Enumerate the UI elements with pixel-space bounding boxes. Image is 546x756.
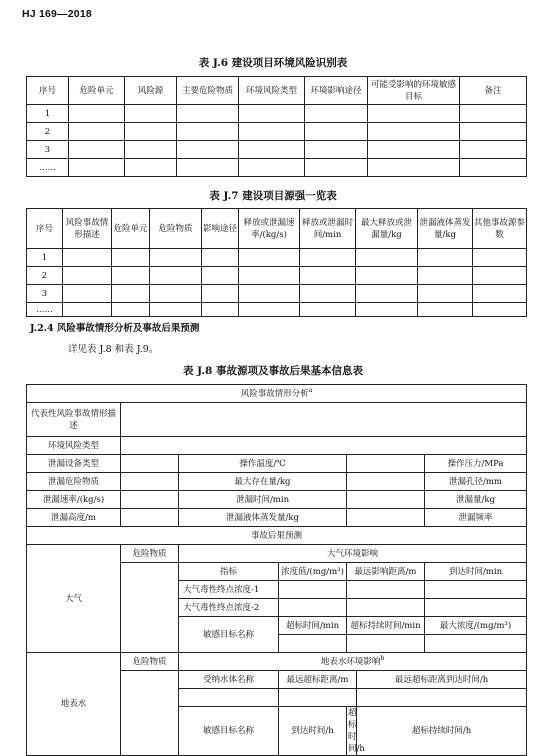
table-j6-caption: 表 J.6 建设项目环境风险识别表 xyxy=(198,57,348,69)
col-label: 受纳水体名称 xyxy=(179,671,279,689)
header-cell: 备注 xyxy=(460,77,527,105)
col-label: 最远超标距离/m xyxy=(279,671,357,689)
col-label: 超标时间/min xyxy=(279,617,347,635)
col-label: 到达时间/min xyxy=(425,563,527,581)
header-cell: 主要危险物质 xyxy=(177,77,239,105)
col-label: 浓度值/(mg/m³) xyxy=(279,563,347,581)
table-j6-header-row xyxy=(27,77,527,105)
row-label: 敏感目标名称 xyxy=(179,617,279,653)
table-row xyxy=(27,159,527,177)
consequence-title: 事故后果预测 xyxy=(27,527,527,545)
row-label: 泄漏液体蒸发量/kg xyxy=(179,509,347,527)
header-cell: 泄漏液体蒸发量/kg xyxy=(418,209,473,249)
header-cell: 可能受影响的环境敏感目标 xyxy=(368,77,460,105)
air-impact-title: 大气环境影响 xyxy=(179,545,527,563)
header-cell: 最大释放或泄漏量/kg xyxy=(356,209,418,249)
table-row xyxy=(27,509,527,527)
row-label: 泄漏设备类型 xyxy=(27,455,121,473)
table-j7 xyxy=(26,208,527,317)
header-cell: 序号 xyxy=(27,209,63,249)
row-label: 操作压力/MPa xyxy=(425,455,527,473)
col-label: 超标持续时间/min xyxy=(347,617,425,635)
row-label: 环境风险类型 xyxy=(27,437,121,455)
header-cell: 风险事故情形描述 xyxy=(63,209,112,249)
air-label: 大气 xyxy=(27,545,121,653)
row-label: 危险物质 xyxy=(121,653,179,671)
row-number: 3 xyxy=(27,285,63,303)
row-label: 泄漏速率/(kg/s) xyxy=(27,491,121,509)
footnote-mark: b xyxy=(380,654,385,662)
row-label: 泄漏时间/min xyxy=(179,491,347,509)
row-label: 泄漏危险物质 xyxy=(27,473,121,491)
header-cell: 危险单元 xyxy=(69,77,125,105)
row-label: 操作温度/℃ xyxy=(179,455,347,473)
table-row xyxy=(27,437,527,455)
row-label: 泄漏孔径/mm xyxy=(425,473,527,491)
table-row xyxy=(27,105,527,123)
col-label: 指标 xyxy=(179,563,279,581)
header-cell: 序号 xyxy=(27,77,69,105)
surface-impact-title: 地表水环境影响 xyxy=(320,656,381,667)
header-cell: 危险单元 xyxy=(112,209,150,249)
section-body: 详见表 J.8 和表 J.9。 xyxy=(68,344,159,355)
row-label: 大气毒性终点浓度-1 xyxy=(179,581,279,599)
row-number: 3 xyxy=(27,141,69,159)
section-heading: J.2.4 风险事故情形分析及事故后果预测 xyxy=(30,323,200,334)
row-label: 危险物质 xyxy=(121,545,179,563)
table-row xyxy=(27,267,527,285)
header-cell: 环境风险类型 xyxy=(239,77,305,105)
table-j7-header-row xyxy=(27,209,527,249)
header-cell: 其他事故源参数 xyxy=(473,209,527,249)
table-row xyxy=(27,285,527,303)
table-j6 xyxy=(26,76,527,177)
row-number: 2 xyxy=(27,123,69,141)
table-j8 xyxy=(26,384,527,756)
row-number: …… xyxy=(27,159,69,177)
col-label: 到达时间/h xyxy=(279,707,347,756)
row-number: 1 xyxy=(27,105,69,123)
table-row xyxy=(27,653,527,671)
footnote-mark: a xyxy=(308,386,313,394)
row-label: 泄漏频率 xyxy=(425,509,527,527)
col-label: 最远超标距离到达时间/h xyxy=(357,671,527,689)
row-label: 泄漏高度/m xyxy=(27,509,121,527)
row-label: 泄漏量/kg xyxy=(425,491,527,509)
scenario-title: 风险事故情形分析 xyxy=(240,388,309,399)
header-cell: 环境影响途径 xyxy=(305,77,368,105)
col-label: 超标持续时间/h xyxy=(357,707,527,756)
table-j7-caption: 表 J.7 建设项目源强一览表 xyxy=(209,190,337,202)
header-cell: 风险源 xyxy=(125,77,177,105)
table-row xyxy=(27,123,527,141)
table-row xyxy=(27,473,527,491)
header-cell: 释放或泄漏速率/(kg/s) xyxy=(239,209,300,249)
table-row xyxy=(27,455,527,473)
row-label: 最大存在量/kg xyxy=(179,473,347,491)
row-number: 1 xyxy=(27,249,63,267)
col-label: 超标时间/h xyxy=(348,708,365,754)
page-header: HJ 169—2018 xyxy=(22,8,92,20)
table-row xyxy=(27,249,527,267)
table-row xyxy=(27,403,527,437)
col-label: 最大浓度/(mg/m³) xyxy=(425,617,527,635)
row-number: 2 xyxy=(27,267,63,285)
col-label: 最远影响距离/m xyxy=(347,563,425,581)
header-cell: 危险物质 xyxy=(150,209,202,249)
consequence-title-row xyxy=(27,527,527,545)
header-cell: 释放或泄漏时间/min xyxy=(300,209,356,249)
table-row xyxy=(27,303,527,317)
row-label: 代表性风险事故情形描述 xyxy=(27,403,121,437)
row-label: 大气毒性终点浓度-2 xyxy=(179,599,279,617)
table-j8-caption: 表 J.8 事故源项及事故后果基本信息表 xyxy=(183,365,363,377)
table-row xyxy=(27,141,527,159)
header-cell: 影响途径 xyxy=(202,209,239,249)
table-row xyxy=(27,491,527,509)
row-number: …… xyxy=(27,303,63,317)
row-label: 敏感目标名称 xyxy=(179,707,279,756)
scenario-title-row xyxy=(27,385,527,403)
surface-water-label: 地表水 xyxy=(27,653,121,756)
table-row xyxy=(27,545,527,563)
